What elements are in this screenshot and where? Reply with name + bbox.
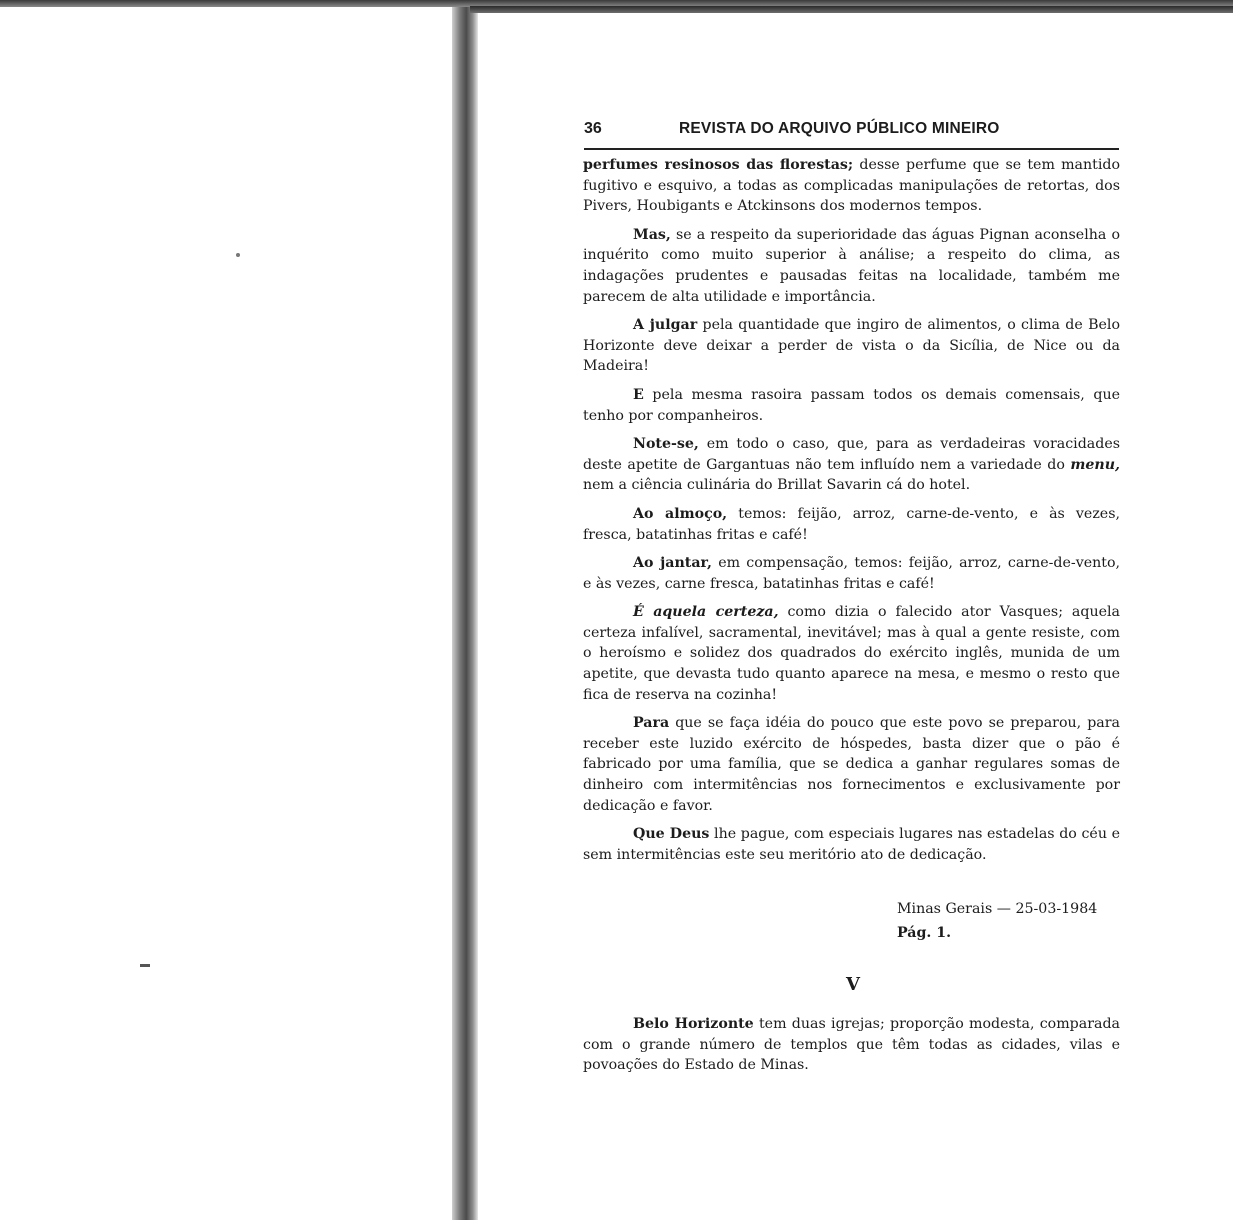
paragraph-lead: Ao almoço,	[633, 505, 728, 522]
paragraph	[583, 225, 1120, 307]
scan-top-edge-right	[470, 6, 1233, 13]
paragraph-text: lhe pague, com especiais lugares nas estadelas do céu e sem intermitências este seu meritório ato de dedicação.	[583, 826, 1120, 863]
paragraph-lead: Note-se,	[633, 436, 699, 453]
section-numeral: V	[846, 974, 860, 995]
paragraph	[583, 713, 1120, 816]
page-number: 36	[584, 120, 602, 137]
paragraph-text: tem duas igrejas; proporção modesta, comparada com o grande número de templos que têm todas as cidades, vilas e povoações do Estado de Minas.	[583, 1016, 1120, 1074]
paragraph	[583, 434, 1120, 496]
paragraph-text: em todo o caso, que, para as verdadeiras voracidades deste apetite de Gargantuas não tem influído nem a variedade do	[583, 436, 1120, 473]
paragraph-text: pela mesma rasoira passam todos os demais comensais, que tenho por companheiros.	[583, 386, 1120, 424]
body-text	[583, 155, 1120, 873]
paragraph	[583, 315, 1120, 377]
paragraph	[583, 504, 1120, 545]
paragraph-text: pela quantidade que ingiro de alimentos, o clima de Belo Horizonte deve deixar a perder de vista o da Sicília, de Nice ou da Madeira!	[583, 317, 1121, 375]
paragraph-lead: Mas,	[633, 226, 671, 243]
paper-speck	[236, 253, 240, 257]
running-head: REVISTA DO ARQUIVO PÚBLICO MINEIRO	[679, 120, 1000, 137]
paper-speck	[140, 964, 150, 967]
paragraph-lead: perfumes resinosos das florestas;	[583, 157, 854, 173]
paragraph-text: se a respeito da superioridade das águas Pignan aconselha o inquérito como muito superior à análise; a respeito do clima, as indagações prudentes e pausadas feitas na localidade, também me parecem de alta utilidade e importância.	[583, 226, 1120, 305]
source-page: Pág. 1.	[897, 925, 952, 941]
paragraph-italic: menu,	[1070, 456, 1120, 473]
page-header	[584, 118, 1119, 150]
paragraph-lead: Belo Horizonte	[633, 1016, 754, 1032]
section-text	[583, 1014, 1120, 1076]
left-page-blank	[0, 0, 458, 1220]
paragraph-text: desse perfume que se tem mantido fugitivo e esquivo, a todas as complicadas manipulações de retortas, dos Pivers, Houbigants e Atckinsons dos modernos tempos.	[583, 157, 1121, 215]
paragraph-lead: É aquela certeza,	[633, 604, 779, 621]
book-spine-gutter	[452, 0, 478, 1220]
paragraph-lead: Que Deus	[633, 826, 710, 843]
source-citation: Minas Gerais — 25-03-1984	[897, 901, 1098, 917]
paragraph-text: em compensação, temos: feijão, arroz, carne-de-vento, e às vezes, carne fresca, batatinhas fritas e café!	[583, 555, 1120, 592]
paragraph	[583, 1014, 1120, 1076]
paragraph-text: temos: feijão, arroz, carne-de-vento, e às vezes, fresca, batatinhas fritas e café!	[583, 505, 1120, 543]
paragraph-text: nem a ciência culinária do Brillat Savarin cá do hotel.	[583, 477, 971, 494]
paragraph	[583, 824, 1120, 865]
paragraph-lead: Ao jantar,	[633, 555, 712, 572]
paragraph	[583, 553, 1120, 594]
paragraph	[583, 602, 1120, 705]
paragraph-lead: Para	[633, 715, 670, 732]
paragraph	[583, 155, 1120, 217]
paragraph	[583, 385, 1120, 426]
paragraph-lead: A julgar	[633, 317, 698, 334]
paragraph-text: que se faça idéia do pouco que este povo se preparou, para receber este luzido exército de hóspedes, basta dizer que o pão é fabricado por uma família, que se dedica a ganhar regulares somas de dinheiro com intermitências nos fornecimentos e exclusivamente por dedicação e favor.	[583, 715, 1120, 814]
paragraph-text: como dizia o falecido ator Vasques; aquela certeza infalível, sacramental, inevitável; mas à qual a gente resiste, com o heroísmo e solidez dos quadrados do exército inglês, munida de um apetite, que devasta tudo quanto aparece na mesa, e mesmo o resto que fica de reserva na cozinha!	[583, 604, 1120, 703]
paragraph-lead: E	[633, 386, 644, 403]
